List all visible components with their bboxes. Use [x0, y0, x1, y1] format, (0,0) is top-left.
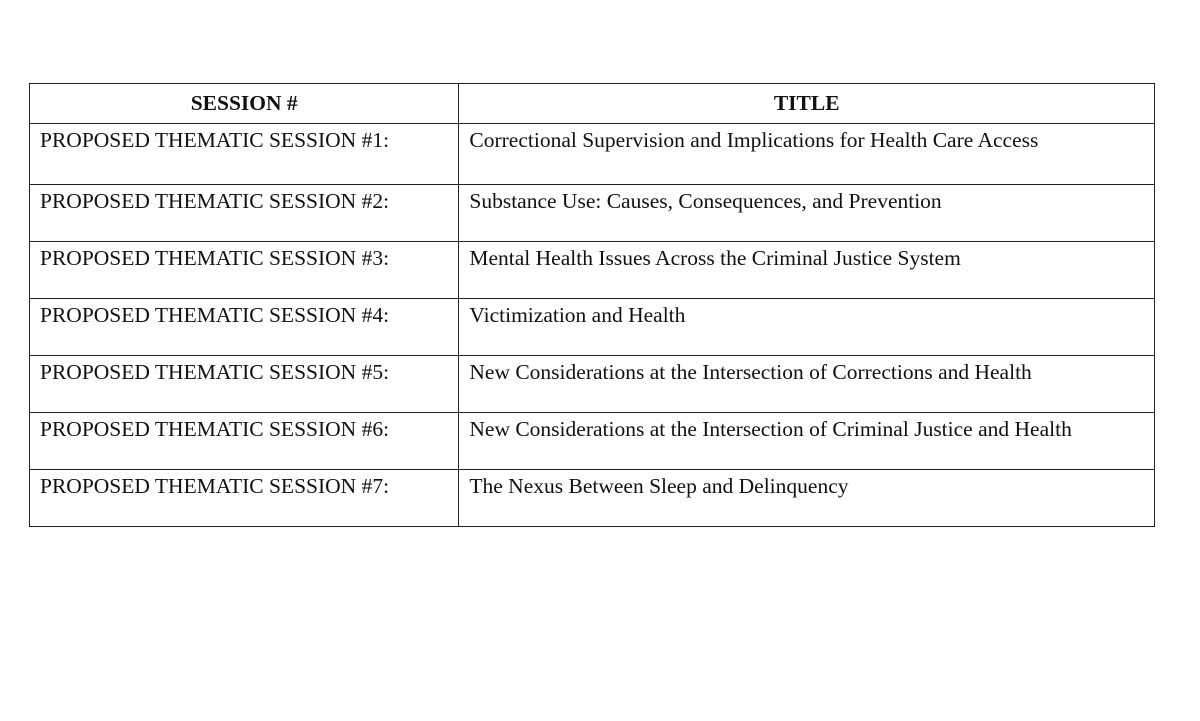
table-row — [30, 413, 1155, 470]
title-cell: Substance Use: Causes, Consequences, and Prevention — [459, 185, 1155, 242]
header-row — [30, 84, 1155, 124]
title-cell: The Nexus Between Sleep and Delinquency — [459, 470, 1155, 527]
session-cell: PROPOSED THEMATIC SESSION #3: — [30, 242, 459, 299]
title-cell: Correctional Supervision and Implications for Health Care Access — [459, 124, 1155, 185]
table-row — [30, 242, 1155, 299]
table-row — [30, 299, 1155, 356]
table-row — [30, 124, 1155, 185]
session-cell: PROPOSED THEMATIC SESSION #1: — [30, 124, 459, 185]
title-cell: New Considerations at the Intersection of Corrections and Health — [459, 356, 1155, 413]
session-cell: PROPOSED THEMATIC SESSION #5: — [30, 356, 459, 413]
title-cell: Victimization and Health — [459, 299, 1155, 356]
header-title: TITLE — [459, 84, 1155, 124]
title-cell: Mental Health Issues Across the Criminal Justice System — [459, 242, 1155, 299]
table-row — [30, 470, 1155, 527]
table-body — [30, 124, 1155, 527]
session-cell: PROPOSED THEMATIC SESSION #6: — [30, 413, 459, 470]
table-row — [30, 185, 1155, 242]
table-header — [30, 84, 1155, 124]
session-cell: PROPOSED THEMATIC SESSION #4: — [30, 299, 459, 356]
session-cell: PROPOSED THEMATIC SESSION #7: — [30, 470, 459, 527]
title-cell: New Considerations at the Intersection of Criminal Justice and Health — [459, 413, 1155, 470]
table-row — [30, 356, 1155, 413]
session-cell: PROPOSED THEMATIC SESSION #2: — [30, 185, 459, 242]
header-session: SESSION # — [30, 84, 459, 124]
sessions-table — [29, 83, 1155, 527]
